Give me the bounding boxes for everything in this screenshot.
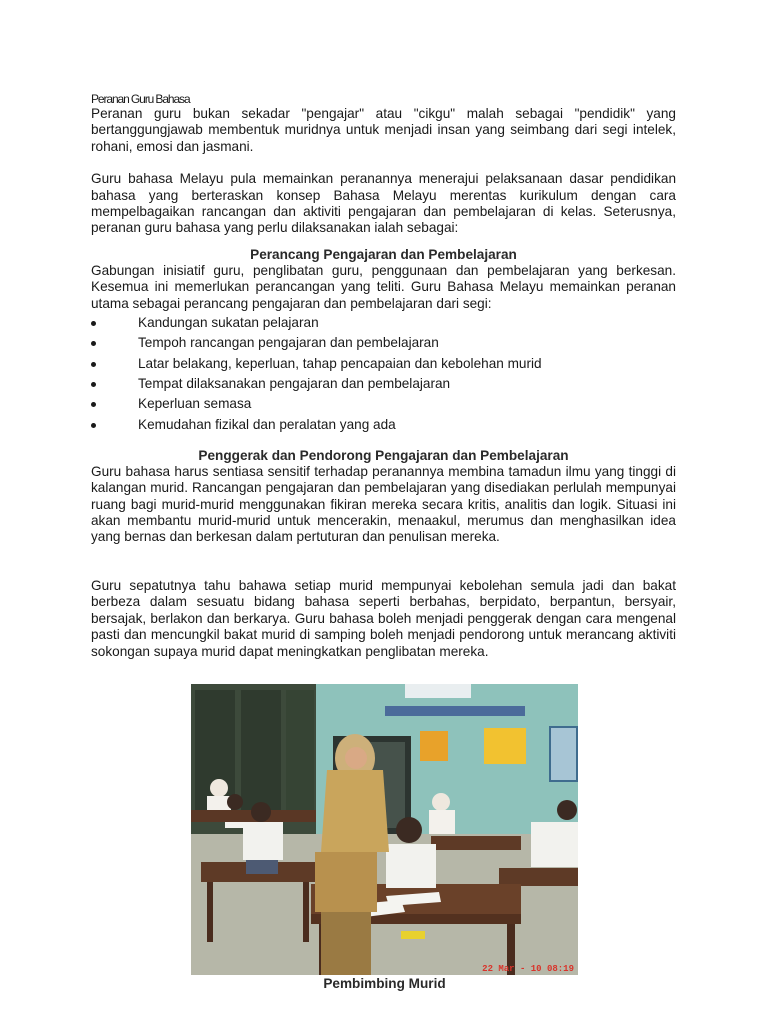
bullet-item: Kemudahan fizikal dan peralatan yang ada [91,416,676,436]
bullet-icon [91,382,96,387]
bullet-item: Tempoh rancangan pengajaran dan pembelajaran [91,334,676,354]
bullet-icon [91,321,96,326]
section1-body: Gabungan inisiatif guru, penglibatan guru, penggunaan dan pembelajaran yang berkesan. Kesemua ini memerlukan perancangan yang teliti. Guru Bahasa Melayu memainkan peranan utama sebagai perancang pengajaran dan pembelajaran dari segi: [91,262,676,311]
bullet-item: Tempat dilaksanakan pengajaran dan pembelajaran [91,375,676,395]
section1-bullet-list [91,314,676,436]
figure-caption: Pembimbing Murid [323,976,446,991]
intro-paragraph-1: Peranan guru bukan sekadar "pengajar" atau "cikgu" malah sebagai "pendidik" yang bertanggungjawab membentuk muridnya untuk menjadi insan yang seimbang dari segi intelek, rohani, emosi dan jasmani. [91,106,676,154]
document-title: Peranan Guru Bahasa [91,92,190,106]
bullet-item: Latar belakang, keperluan, tahap pencapaian dan kebolehan murid [91,355,676,375]
photo-date-stamp: 22 Mar - 10 08:19 [482,964,574,974]
bullet-icon [91,423,96,428]
classroom-photo [191,684,578,975]
bullet-icon [91,341,96,346]
bullet-icon [91,362,96,367]
document-body [91,92,676,660]
section2-paragraph-1: Guru bahasa harus sentiasa sensitif terhadap peranannya membina tamadun ilmu yang tinggi di kalangan murid. Rancangan pengajaran dan pembelajaran yang disediakan perlulah mempunyai ruang bagi murid-murid menggunakan fikiran mereka secara kritis, analitis dan logik. Situasi ini akan membantu murid-murid untuk mencerakin, menaakul, merumus dan menghasilkan idea yang bernas dan berkesan dalam pertuturan dan penulisan mereka. [91,463,676,545]
section2-heading: Penggerak dan Pendorong Pengajaran dan Pembelajaran [198,447,569,463]
intro-paragraph-2: Guru bahasa Melayu pula memainkan peranannya menerajui pelaksanaan dasar pendidikan bahasa yang berteraskan konsep Bahasa Melayu merentas kurikulum dengan cara mempelbagaikan rancangan dan aktiviti pengajaran dan pembelajaran di kelas. Seterusnya, peranan guru bahasa yang perlu dilaksanakan ialah sebagai: [91,171,676,236]
bullet-item: Kandungan sukatan pelajaran [91,314,676,334]
bullet-item: Keperluan semasa [91,395,676,415]
bullet-icon [91,402,96,407]
section2-paragraph-2: Guru sepatutnya tahu bahawa setiap murid mempunyai kebolehan semula jadi dan bakat berbeza dalam sesuatu bidang bahasa seperti berbahas, berpidato, berpantun, bersyair, bersajak, berlakon dan berkarya. Guru bahasa boleh menjadi penggerak dengan cara mengenal pasti dan mencungkil bakat murid di samping boleh menjadi pendorong untuk merancang aktiviti sokongan supaya murid dapat meningkatkan penglibatan mereka. [91,577,676,659]
section1-heading: Perancang Pengajaran dan Pembelajaran [250,246,517,262]
